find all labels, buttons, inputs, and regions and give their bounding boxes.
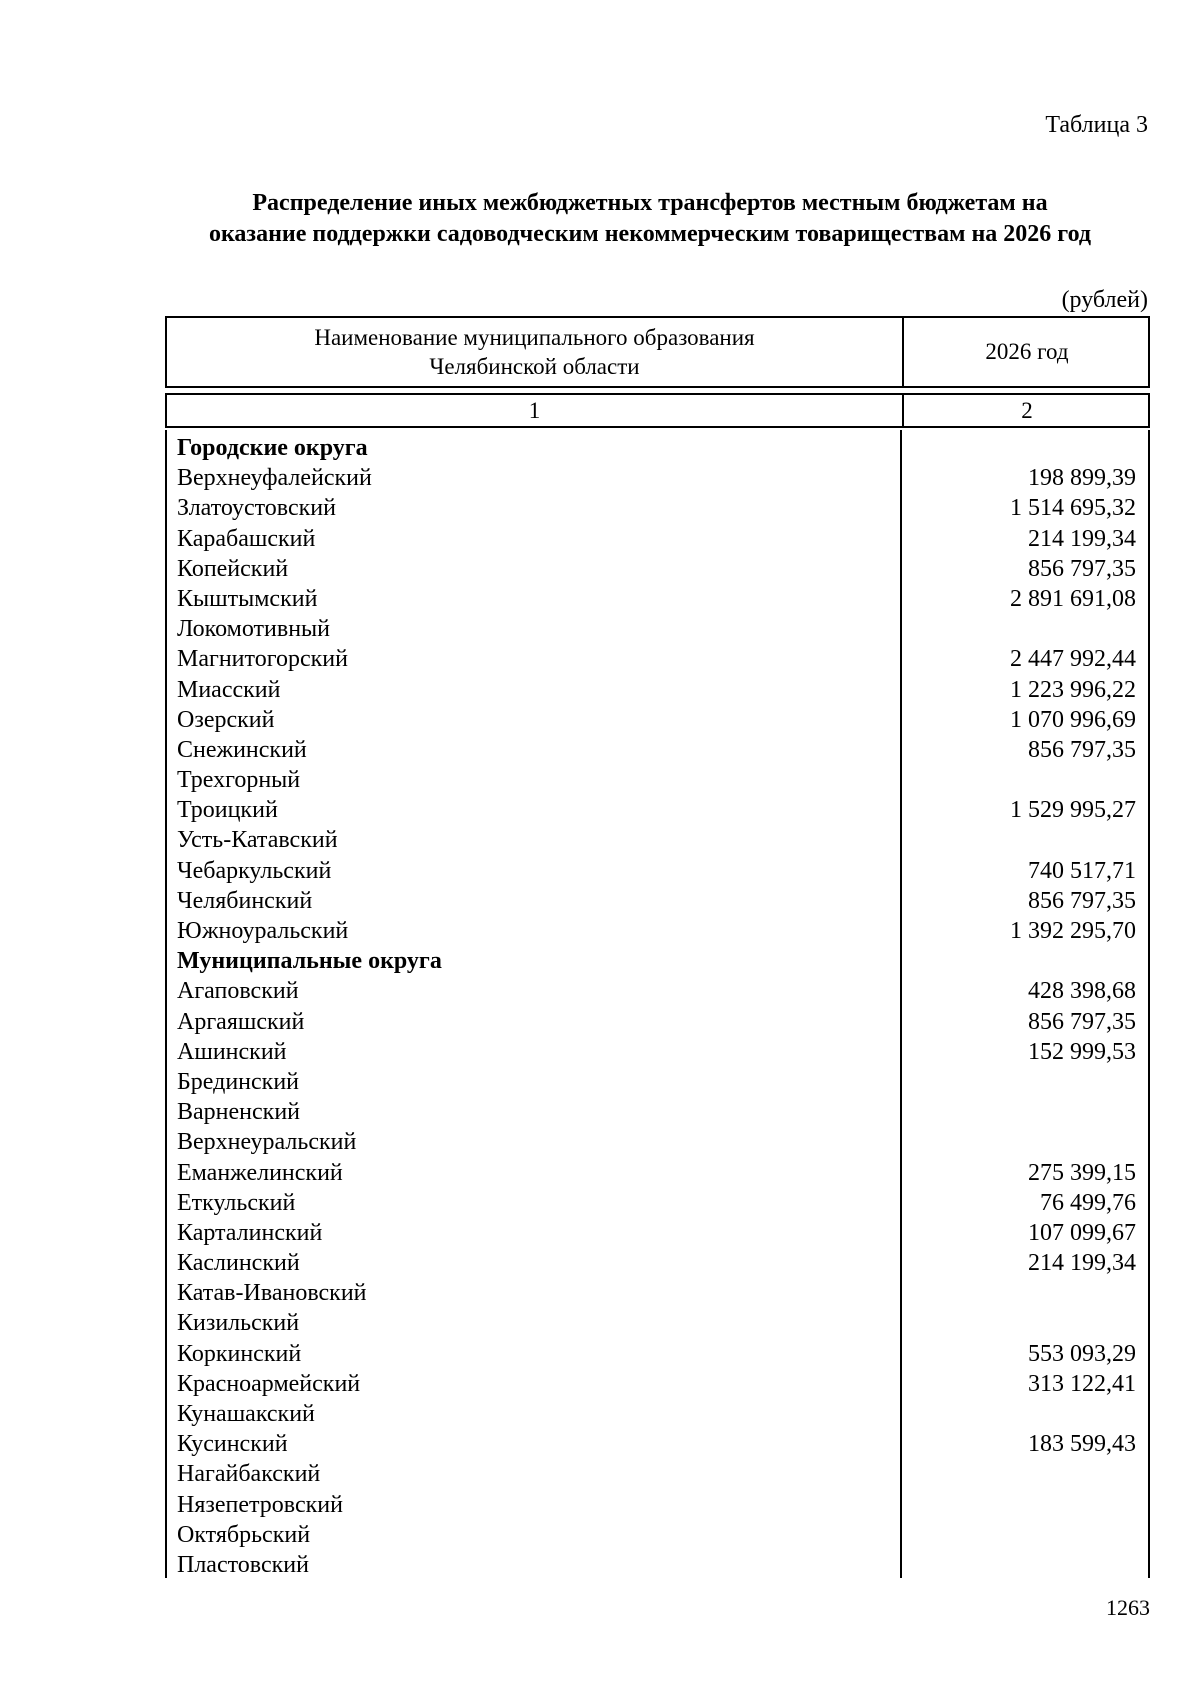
transfer-amount: 313 122,41: [1028, 1370, 1136, 1397]
municipality-name: Катав-Ивановский: [177, 1280, 367, 1307]
table-row: [165, 976, 1150, 1006]
municipality-name: Брединский: [177, 1068, 300, 1095]
column-number-2: 2: [902, 395, 1150, 426]
transfer-amount: 553 093,29: [1028, 1340, 1136, 1367]
title-line-1: Распределение иных межбюджетных трансфертов местным бюджетам на: [252, 190, 1048, 216]
transfer-amount: 107 099,67: [1028, 1219, 1136, 1246]
table-row: [165, 1339, 1150, 1369]
transfer-amount: 1 392 295,70: [1010, 918, 1136, 944]
transfer-amount: 2 891 691,08: [1010, 585, 1136, 612]
transfer-amount: 152 999,53: [1028, 1038, 1136, 1065]
page-number: 1263: [1106, 1595, 1150, 1620]
header-municipality-line-2: Челябинской области: [429, 354, 640, 379]
municipality-name: Кунашакский: [177, 1401, 315, 1427]
budget-table: [165, 316, 1150, 1578]
municipality-name: Кизильский: [177, 1310, 300, 1337]
table-row: [165, 1369, 1150, 1399]
table-row: [165, 856, 1150, 886]
table-row: [165, 524, 1150, 554]
municipality-name: Усть-Катавский: [177, 827, 338, 854]
table-row: [165, 1459, 1150, 1489]
section-title: Городские округа: [177, 435, 368, 461]
table-row: [165, 1490, 1150, 1520]
table-row: [165, 1158, 1150, 1188]
header-municipality: [167, 318, 902, 386]
table-row: [165, 1007, 1150, 1037]
table-header: [165, 316, 1150, 388]
transfer-amount: 1 070 996,69: [1010, 706, 1136, 733]
table-row: [165, 1188, 1150, 1218]
table-row: [165, 886, 1150, 916]
municipality-name: Верхнеуральский: [177, 1129, 357, 1156]
municipality-name: Карталинский: [177, 1219, 323, 1246]
municipality-name: Верхнеуфалейский: [177, 465, 372, 492]
table-row: [165, 765, 1150, 795]
table-row: [165, 916, 1150, 946]
table-row: [165, 1248, 1150, 1278]
table-row: [165, 1308, 1150, 1338]
municipality-name: Копейский: [177, 555, 289, 582]
column-number-row: [165, 393, 1150, 428]
table-body: [165, 433, 1150, 1580]
table-row: [165, 1520, 1150, 1550]
municipality-name: Снежинский: [177, 736, 307, 763]
section-row: [165, 946, 1150, 976]
transfer-amount: 214 199,34: [1028, 525, 1136, 552]
municipality-name: Варненский: [177, 1099, 300, 1126]
municipality-name: Еманжелинский: [177, 1159, 343, 1186]
municipality-name: Златоустовский: [177, 495, 336, 522]
municipality-name: Октябрьский: [177, 1521, 311, 1548]
transfer-amount: 428 398,68: [1028, 978, 1136, 1005]
transfer-amount: 856 797,35: [1028, 736, 1136, 763]
table-row: [165, 584, 1150, 614]
transfer-amount: 740 517,71: [1028, 857, 1136, 884]
table-row: [165, 1429, 1150, 1459]
municipality-name: Чебаркульский: [177, 857, 332, 884]
transfer-amount: 1 223 996,22: [1010, 676, 1136, 703]
table-row: [165, 1127, 1150, 1157]
municipality-name: Еткульский: [177, 1189, 296, 1216]
table-row: [165, 1550, 1150, 1580]
transfer-amount: 856 797,35: [1028, 887, 1136, 914]
transfer-amount: 2 447 992,44: [1010, 646, 1136, 673]
table-row: [165, 1218, 1150, 1248]
table-row: [165, 1067, 1150, 1097]
transfer-amount: 183 599,43: [1028, 1431, 1136, 1458]
municipality-name: Карабашский: [177, 525, 316, 552]
document-title: [150, 188, 1150, 250]
transfer-amount: 76 499,76: [1040, 1189, 1136, 1216]
municipality-name: Пластовский: [177, 1551, 309, 1578]
transfer-amount: 856 797,35: [1028, 1008, 1136, 1035]
municipality-name: Нязепетровский: [177, 1491, 343, 1518]
table-row: [165, 463, 1150, 493]
municipality-name: Озерский: [177, 706, 275, 733]
municipality-name: Локомотивный: [177, 616, 331, 643]
table-row: [165, 735, 1150, 765]
table-row: [165, 675, 1150, 705]
municipality-name: Ашинский: [177, 1038, 287, 1065]
transfer-amount: 1 514 695,32: [1010, 495, 1136, 522]
table-row: [165, 554, 1150, 584]
table-row: [165, 493, 1150, 523]
municipality-name: Кусинский: [177, 1431, 288, 1458]
municipality-name: Кыштымский: [177, 585, 318, 612]
column-number-1: 1: [528, 397, 541, 423]
table-row: [165, 644, 1150, 674]
municipality-name: Челябинский: [177, 887, 313, 914]
municipality-name: Коркинский: [177, 1340, 302, 1367]
municipality-name: Южноуральский: [177, 918, 349, 944]
table-row: [165, 1278, 1150, 1308]
header-municipality-line-1: Наименование муниципального образования: [314, 325, 755, 350]
section-title: Муниципальные округа: [177, 948, 442, 975]
municipality-name: Миасский: [177, 676, 281, 703]
municipality-name: Магнитогорский: [177, 646, 348, 673]
municipality-name: Троицкий: [177, 797, 278, 824]
municipality-name: Нагайбакский: [177, 1461, 321, 1488]
units-label: (рублей): [1061, 287, 1148, 313]
header-year: 2026 год: [902, 318, 1150, 386]
table-row: [165, 795, 1150, 825]
table-row: [165, 1399, 1150, 1429]
municipality-name: Каслинский: [177, 1250, 300, 1277]
table-row: [165, 825, 1150, 855]
municipality-name: Трехгорный: [177, 767, 301, 794]
table-row: [165, 614, 1150, 644]
transfer-amount: 856 797,35: [1028, 555, 1136, 582]
transfer-amount: 275 399,15: [1028, 1159, 1136, 1186]
transfer-amount: 1 529 995,27: [1010, 797, 1136, 824]
municipality-name: Аргаяшский: [177, 1008, 305, 1035]
section-row: [165, 433, 1150, 463]
municipality-name: Агаповский: [177, 978, 299, 1005]
transfer-amount: 198 899,39: [1028, 465, 1136, 492]
title-line-2: оказание поддержки садоводческим некоммерческим товариществам на 2026 год: [208, 221, 1092, 247]
table-row: [165, 1037, 1150, 1067]
table-row: [165, 705, 1150, 735]
municipality-name: Красноармейский: [177, 1370, 361, 1397]
table-row: [165, 1097, 1150, 1127]
transfer-amount: 214 199,34: [1028, 1250, 1136, 1277]
table-label: Таблица 3: [1045, 112, 1148, 138]
